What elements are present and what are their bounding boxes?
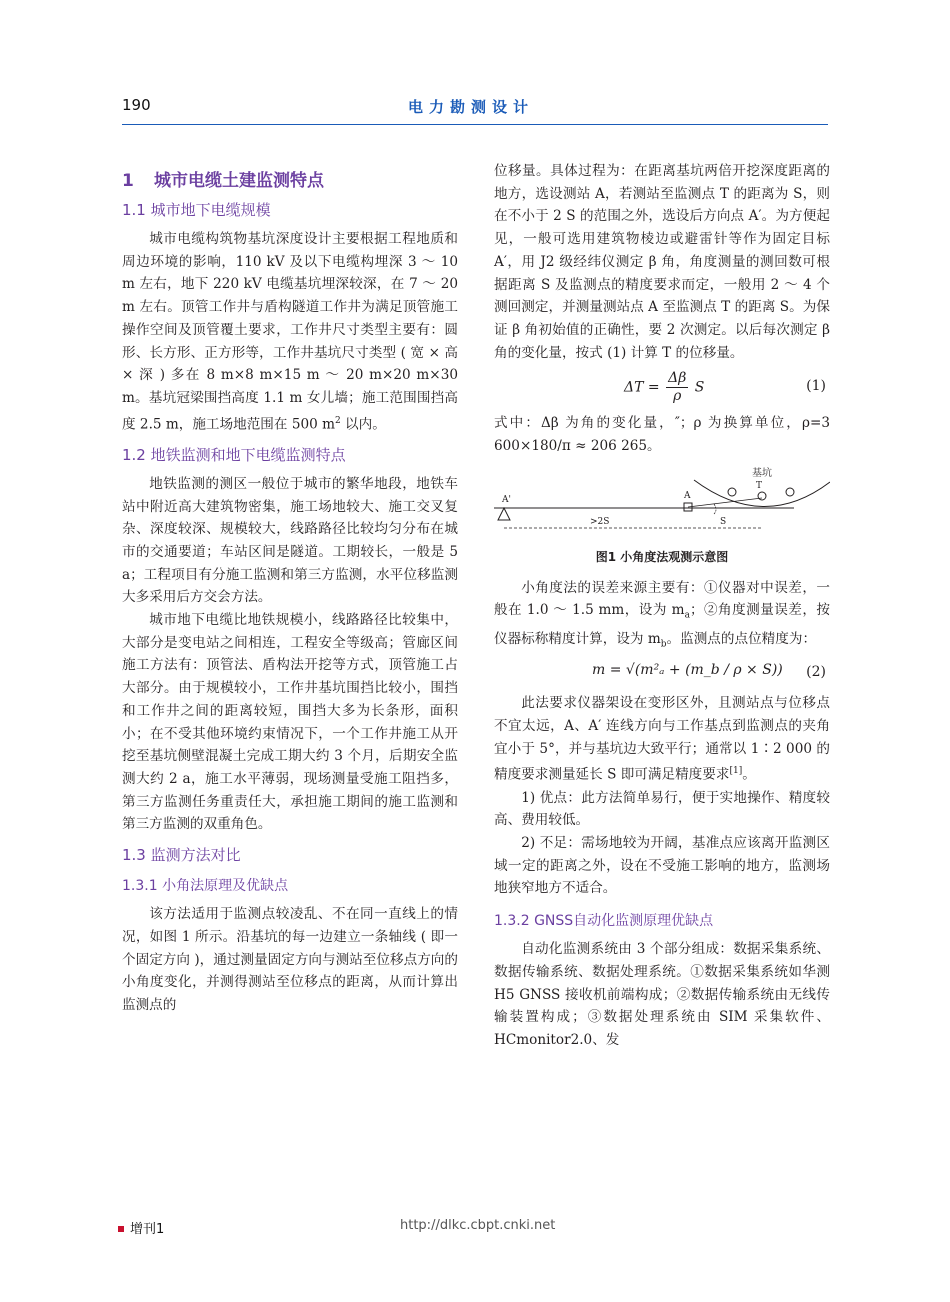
equation-1-number: (1) — [806, 378, 826, 395]
point-t-label: T — [756, 480, 763, 491]
paragraph-1-end: 以内。 — [340, 416, 386, 433]
equation-1-lhs: ΔT = — [624, 379, 660, 396]
journal-url[interactable]: http://dlkc.cbpt.cnki.net — [400, 1218, 556, 1233]
distance-2s-label: >2S — [590, 516, 610, 527]
paragraph-10: 2) 不足：需场地较为开阔，基准点应该离开监测区域一定的距离之外，设在不受施工影响的地方，监测场地狭窄地方不适合。 — [494, 835, 830, 897]
paragraph-1-text: 城市电缆构筑物基坑深度设计主要根据工程地质和周边环境的影响，110 kV 及以下电缆构埋深 3 ～ 10 m 左右，地下 220 kV 电缆基坑埋深较深，在 7 ～ 20 m 左右。顶管工作井与盾构隧道工作井为满足顶管施工操作空间及顶管覆土要求，工作井尺寸类型主要有：圆形、长方形、正方形等，工作井基坑尺寸类型 ( 宽 × 高 × 深 ) 多在 8 m×8 m×15 m ～ 20 m×20 m×30 m。基坑冠梁围挡高度 1.1 m 女儿墙；施工范围围挡高度 2.5 m，施工场地范围在 500 m — [122, 231, 458, 433]
equation-1-numerator: Δβ — [668, 370, 687, 387]
journal-title: 电力勘测设计 — [408, 98, 535, 116]
station-a-label: A — [684, 490, 691, 501]
page-number: 190 — [122, 96, 151, 114]
paragraph-7-text: 小角度法的误差来源主要有：①仪器对中误差，一般在 1.0 ～ 1.5 mm，设为 m — [494, 579, 830, 619]
equation-2-number: (2) — [806, 664, 826, 681]
paragraph-8 — [494, 692, 830, 786]
section-1-2-heading: 1.2 地铁监测和地下电缆监测特点 — [122, 445, 346, 464]
footer-square-icon — [118, 1226, 124, 1232]
equation-2-body: m = √(m²ₐ + (m_b / ρ × S)) — [592, 662, 783, 679]
figure-1-caption: 图1 小角度法观测示意图 — [595, 549, 729, 564]
section-1-3-2-heading: 1.3.2 GNSS自动化监测原理优缺点 — [494, 913, 714, 930]
paragraph-1 — [122, 228, 458, 436]
aprime-label: A' — [502, 494, 511, 505]
paragraph-6: 式中：Δβ 为角的变化量，″；ρ 为换算单位，ρ=3 600×180/π ≈ 206 265。 — [494, 415, 830, 455]
paragraph-7-end: 。监测点的点位精度为： — [666, 630, 817, 647]
section-1-3-heading: 1.3 监测方法对比 — [122, 846, 241, 865]
equation-1-fraction — [666, 370, 688, 405]
pit-label: 基坑 — [752, 467, 772, 479]
beta-angle-arc — [714, 504, 716, 514]
monitor-point-1 — [728, 488, 736, 496]
subscript-a: a — [684, 611, 690, 622]
paragraph-9: 1) 优点：此方法简单易行，便于实地操作、精度较高、费用较低。 — [494, 789, 830, 829]
small-angle-diagram — [494, 462, 830, 538]
citation-1: [1] — [729, 766, 743, 777]
issue-label: 增刊1 — [130, 1222, 165, 1237]
right-column — [494, 160, 830, 1052]
monitor-point-t — [758, 492, 766, 500]
paragraph-7-mid: ；②角度测量误差，按仪器标称精度计算，设为 m — [494, 602, 831, 647]
paragraph-8-end: 。 — [742, 766, 756, 783]
equation-1-body — [624, 370, 704, 405]
paragraph-7 — [494, 577, 830, 657]
area-unit-superscript: 2 — [334, 415, 341, 426]
equation-1-denominator: ρ — [673, 388, 682, 405]
section-1-title: 城市电缆土建监测特点 — [154, 171, 324, 191]
section-1-number: 1 — [122, 171, 134, 191]
section-1-3-1-heading: 1.3.1 小角法原理及优缺点 — [122, 878, 289, 895]
subscript-b: b — [660, 639, 667, 650]
equation-2 — [494, 658, 830, 690]
paragraph-3: 城市地下电缆比地铁规模小，线路路径比较集中，大部分是变电站之间相连，工程安全等级高；管廊区间施工方法有：顶管法、盾构法开挖等方式，顶管施工占大部分。由于规模较小，工作井基坑围挡比较小，围挡和工作井之间的距离较短，围挡大多为长条形，面积小；在不受其他环境约束情况下，一个工作井施工从开挖至基坑侧壁混凝土完成工期大约 3 个月，后期安全监测大约 2 a，施工水平薄弱，现场测量受施工阻挡多，第三方监测任务重责任大，承担施工期间的施工监测和第三方监测的双重角色。 — [122, 612, 458, 833]
paragraph-2: 地铁监测的测区一般位于城市的繁华地段，地铁车站中附近高大建筑物密集，施工场地较大、施工交叉复杂、深度较深、规模较大，线路路径比较均匀分布在城市的交通要道；车站区间是隧道。工期较长，一般是 5 a；工程项目有分施工监测和第三方监测，水平位移监测大多采用后方交会方法。 — [122, 475, 458, 606]
equation-1 — [494, 366, 830, 410]
equation-1-rhs: S — [694, 379, 705, 396]
header-rule — [122, 124, 828, 125]
distance-s-label: S — [720, 516, 727, 527]
aprime-triangle-icon — [498, 508, 510, 520]
section-1-1-heading: 1.1 城市地下电缆规模 — [122, 201, 271, 219]
monitor-point-3 — [786, 488, 794, 496]
figure-1 — [494, 462, 830, 538]
left-column — [122, 160, 458, 1017]
paragraph-5: 位移量。具体过程为：在距离基坑两倍开挖深度距离的地方，选设测站 A，若测站至监测点 T 的距离为 S，则在不小于 2 S 的范围之外，选设后方向点 A′。为方便起见，一般可选用建筑物棱边或避雷针等作为固定目标 A′，用 J2 级经纬仪测定 β 角，角度测量的测回数可根据距离 S 及监测点的精度要求而定，一般用 2 ～ 4 个测回测定，并测量测站点 A 至监测点 T 的距离 S。为保证 β 角初始值的正确性，要 2 次测定。以后每次测定 β 角的变化量，按式 (1) 计算 T 的位移量。 — [494, 163, 830, 361]
paragraph-8-text: 此法要求仪器架设在变形区外，且测站点与位移点不宜太远，A、A′ 连线方向与工作基点到监测点的夹角宜小于 5°，并与基坑边大致平行；通常以 1∶2 000 的精度要求测量延长 S 即可满足精度要求 — [494, 695, 830, 783]
paragraph-11: 自动化监测系统由 3 个部分组成：数据采集系统、数据传输系统、数据处理系统。①数据采集系统如华测 H5 GNSS 接收机前端构成；②数据传输系统由无线传输装置构成；③数据处理系统由 SIM 采集软件、HCmonitor2.0、发 — [494, 941, 830, 1048]
paragraph-4: 该方法适用于监测点较凌乱、不在同一直线上的情况，如图 1 所示。沿基坑的每一边建立一条轴线 ( 即一个固定方向 )，通过测量固定方向与测站至位移点方向的小角度变化，并测得测站至位移点的距离，从而计算出监测点的 — [122, 906, 458, 1013]
section-1-heading — [122, 166, 458, 191]
